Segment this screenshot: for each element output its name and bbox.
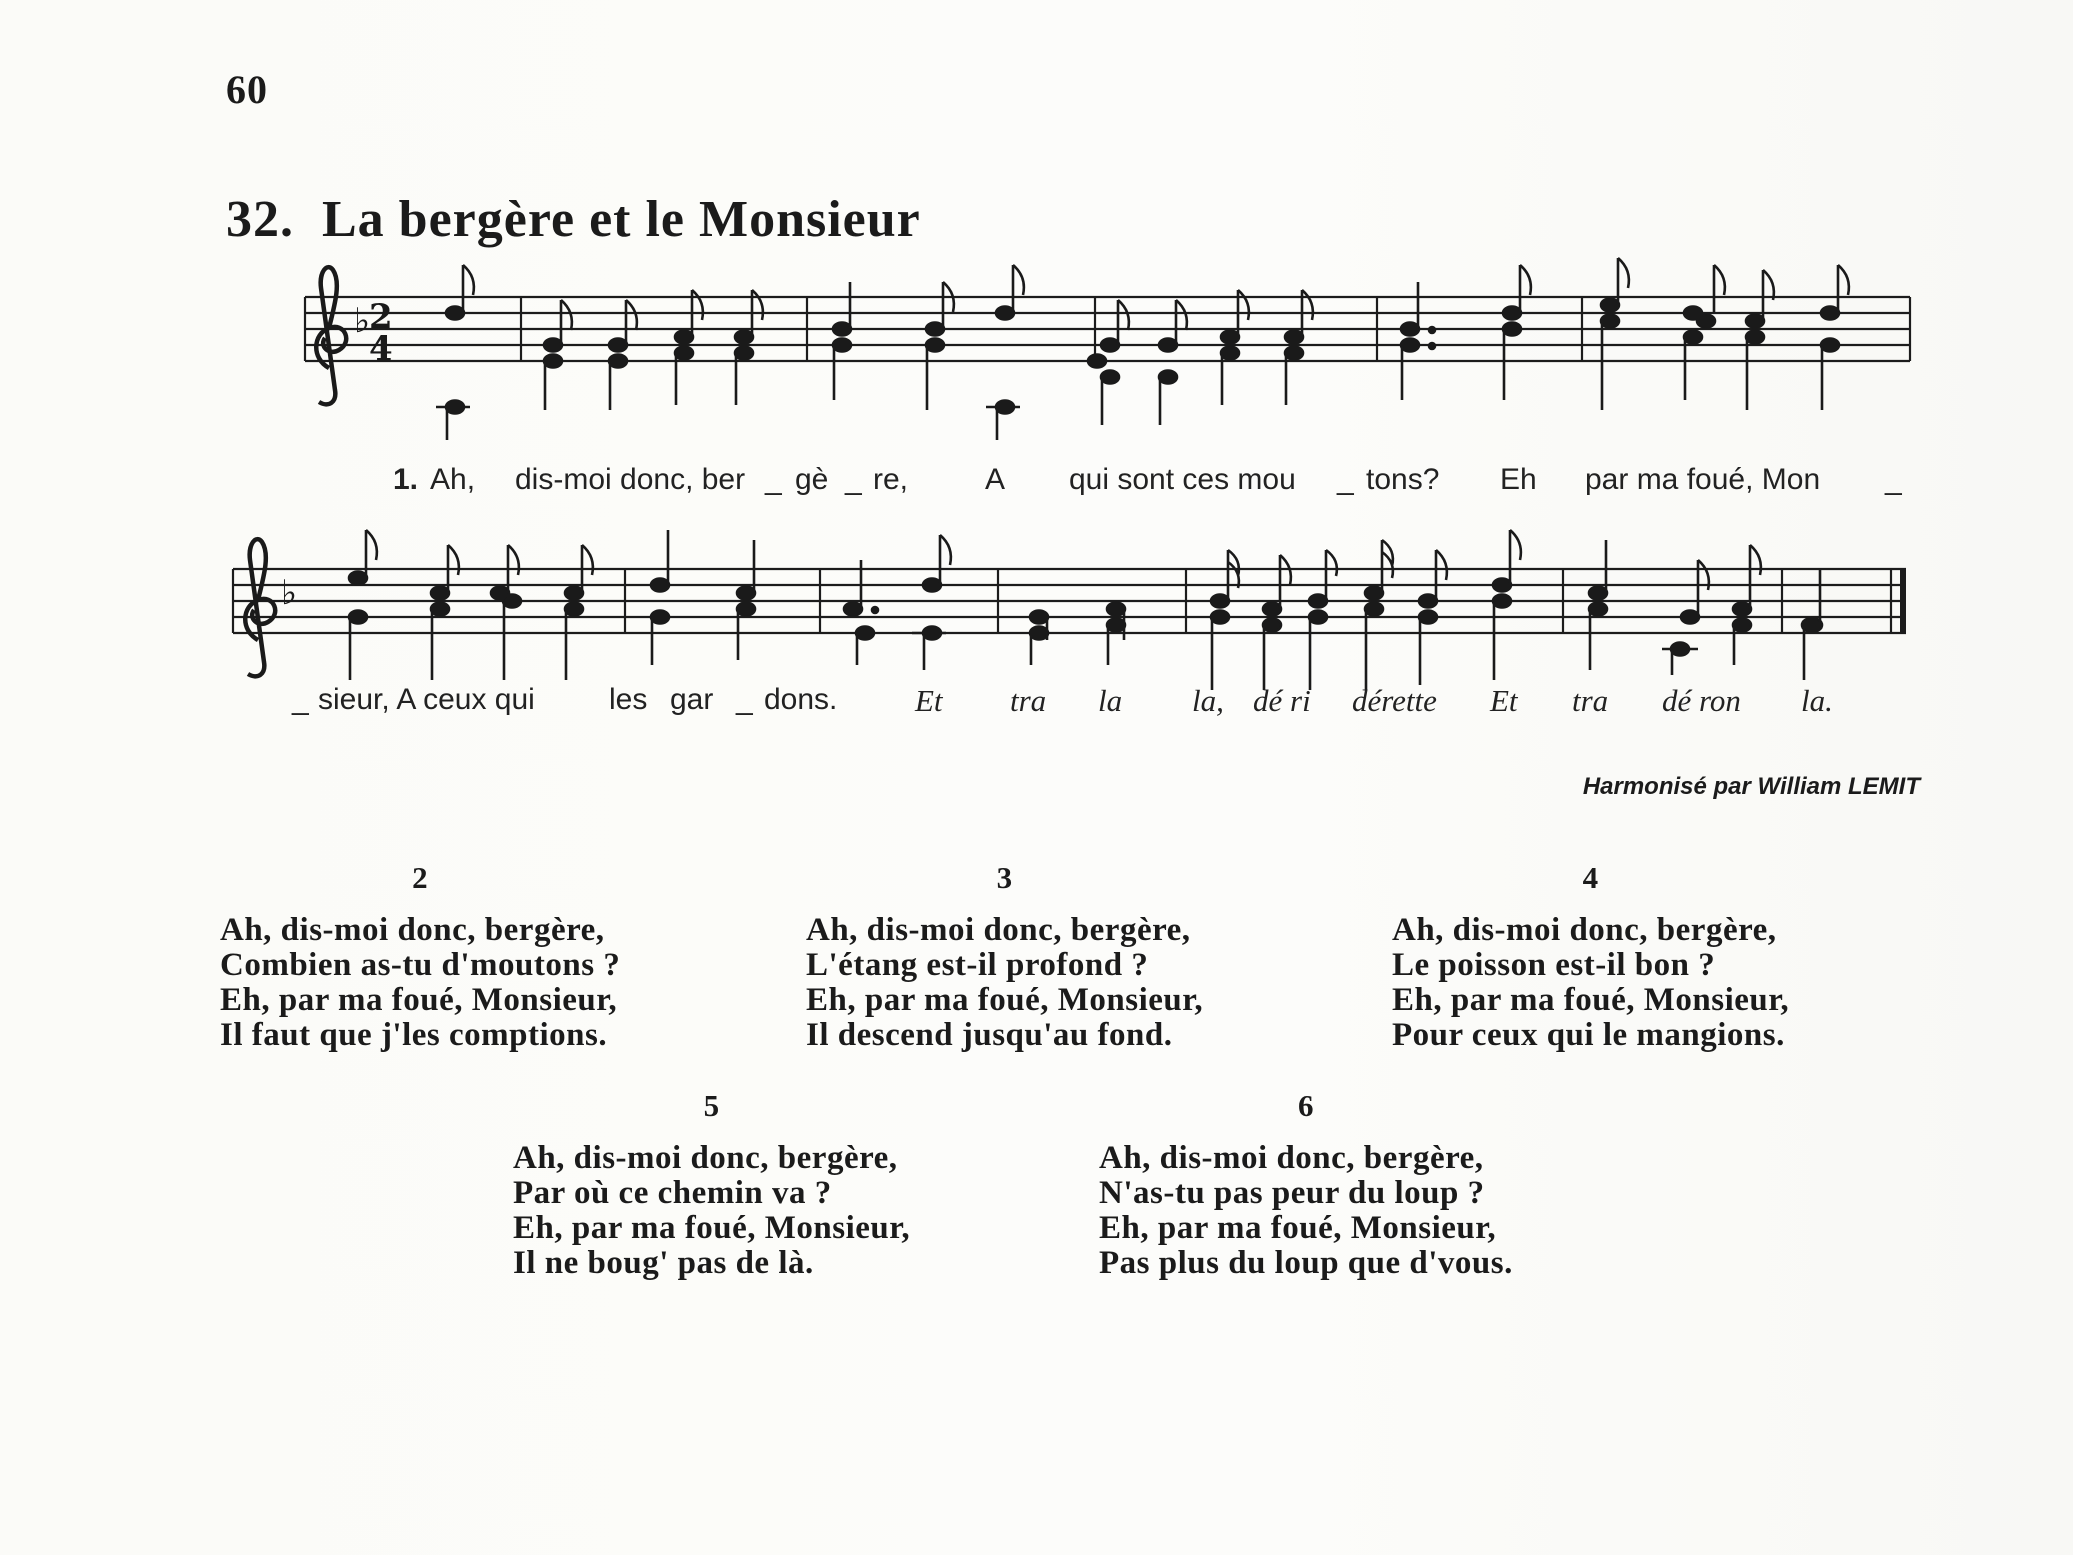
lyric-word: les (609, 683, 648, 716)
lyric-word-refrain: Et (1490, 683, 1518, 718)
lyric-word-refrain: dé ri (1253, 683, 1311, 718)
verse-3 (806, 860, 1203, 1053)
time-signature-top: 2 (369, 297, 393, 337)
lyric-word-refrain: la. (1801, 683, 1833, 718)
lyric-word-refrain: la (1098, 683, 1123, 718)
lyric-hyphen: _ (765, 463, 782, 496)
verse-2 (220, 860, 620, 1053)
harmonization-credit: Harmonisé par William LEMIT (1582, 773, 1920, 800)
lyric-verse-number: 1. (393, 463, 419, 496)
verse-line: Pas plus du loup que d'vous. (1099, 1245, 1513, 1281)
verse-line: Il faut que j'les comptions. (220, 1017, 608, 1053)
verse-line: Il ne boug' pas de là. (513, 1245, 814, 1281)
lyric-word: gè (795, 463, 829, 496)
lyric-word-refrain: tra (1010, 683, 1047, 718)
verse-line: Ah, dis-moi donc, bergère, (220, 912, 605, 948)
lyric-word: A (985, 463, 1006, 496)
verse-line: Eh, par ma foué, Monsieur, (806, 982, 1204, 1018)
lyric-hyphen: _ (736, 683, 753, 716)
lyric-word: Eh (1500, 463, 1537, 496)
verse-line: Eh, par ma foué, Monsieur, (1099, 1210, 1497, 1246)
treble-clef-icon-2 (245, 539, 275, 676)
verse-line: Ah, dis-moi donc, bergère, (806, 912, 1191, 948)
page-number: 60 (226, 67, 268, 112)
verse-number: 4 (1582, 860, 1599, 895)
verse-number: 5 (703, 1088, 720, 1123)
lyric-word: tons? (1366, 463, 1440, 496)
verse-6 (1099, 1088, 1513, 1281)
verse-line: Combien as-tu d'moutons ? (220, 947, 621, 983)
verse-line: Ah, dis-moi donc, bergère, (1099, 1140, 1484, 1176)
lyric-word: qui sont ces mou (1069, 463, 1296, 496)
verse-4 (1392, 860, 1789, 1053)
verse-number: 3 (996, 860, 1013, 895)
verse-line: Il descend jusqu'au fond. (806, 1017, 1173, 1053)
lyric-hyphen: _ (292, 683, 309, 716)
lyric-word-refrain: tra (1572, 683, 1609, 718)
verse-line: Le poisson est-il bon ? (1392, 947, 1716, 983)
lyric-word: gar (670, 683, 714, 716)
verse-line: L'étang est-il profond ? (806, 947, 1149, 983)
verse-line: Ah, dis-moi donc, bergère, (513, 1140, 898, 1176)
lyric-word: Ah, (430, 463, 476, 496)
lyric-word: dis-moi donc, ber (515, 463, 746, 496)
time-signature-bottom: 4 (369, 329, 393, 369)
flat-icon-2: ♭ (281, 573, 298, 613)
verse-5 (513, 1088, 910, 1281)
verse-line: Pour ceux qui le mangions. (1392, 1017, 1785, 1053)
lyric-word-refrain: Et (915, 683, 943, 718)
lyric-hyphen: _ (845, 463, 862, 496)
lyric-word-refrain: dé ron (1662, 683, 1741, 718)
staff-2-notes (349, 530, 1822, 690)
verse-number: 2 (412, 860, 429, 895)
song-number: 32. (226, 191, 294, 248)
verse-line: N'as-tu pas peur du loup ? (1099, 1175, 1485, 1211)
verse-line: Ah, dis-moi donc, bergère, (1392, 912, 1777, 948)
treble-clef-icon (316, 267, 346, 404)
lyric-word-refrain: la, (1192, 683, 1224, 718)
lyric-hyphen: _ (1337, 463, 1354, 496)
song-title-text: La bergère et le Monsieur (322, 191, 921, 248)
lyric-word: dons. (764, 683, 838, 716)
verse-line: Par où ce chemin va ? (513, 1175, 832, 1211)
lyric-word: sieur, A ceux qui (318, 683, 535, 716)
lyric-hyphen: _ (1885, 463, 1902, 496)
lyric-word: par ma foué, Mon (1585, 463, 1821, 496)
verse-line: Eh, par ma foué, Monsieur, (220, 982, 618, 1018)
staff-1-notes (436, 258, 1849, 440)
verse-line: Eh, par ma foué, Monsieur, (1392, 982, 1790, 1018)
lyric-word: re, (873, 463, 909, 496)
verse-number: 6 (1297, 1088, 1314, 1123)
verse-line: Eh, par ma foué, Monsieur, (513, 1210, 911, 1246)
flat-icon: ♭ (354, 301, 371, 341)
staff-2 (233, 569, 1906, 633)
lyric-word-refrain: dérette (1352, 683, 1437, 718)
